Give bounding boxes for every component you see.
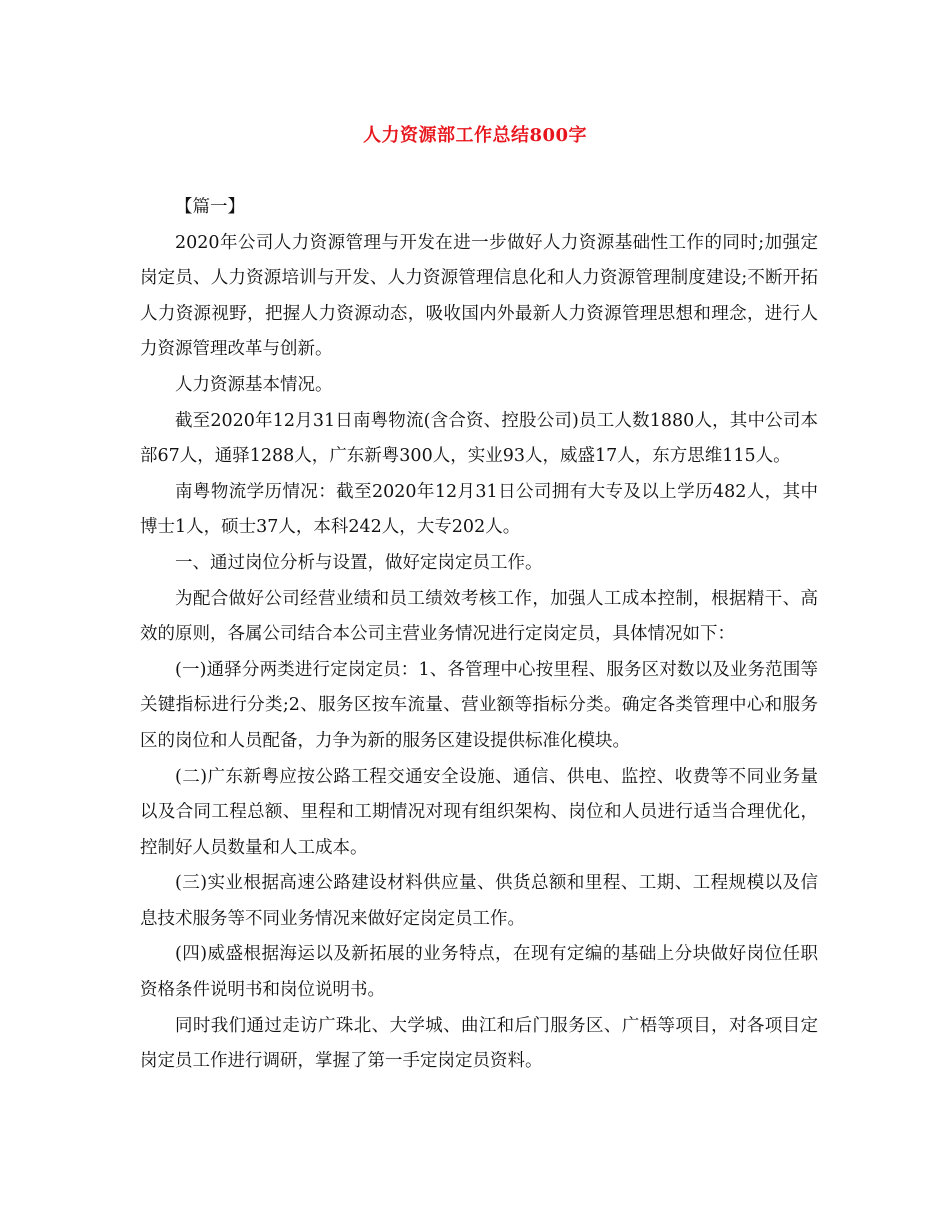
paragraph-intro: 2020年公司人力资源管理与开发在进一步做好人力资源基础性工作的同时;加强定岗定员、人力资源培训与开发、人力资源管理信息化和人力资源管理制度建设;不断开拓人力资源视野，把握人力资源动态，吸收国内外最新人力资源管理思想和理念，进行人力资源管理改革与创新。 (140, 232, 818, 360)
paragraph-section-one-heading: 一、通过岗位分析与设置，做好定岗定员工作。 (175, 552, 543, 573)
paragraph-staffing-principle: 为配合做好公司经营业绩和员工绩效考核工作，加强人工成本控制，根据精干、高效的原则，各属公司结合本公司主营业务情况进行定岗定员，具体情况如下： (140, 588, 818, 645)
paragraph-item-three: (三)实业根据高速公路建设材料供应量、供货总额和里程、工期、工程规模以及信息技术服务等不同业务情况来做好定岗定员工作。 (140, 873, 818, 929)
paragraph-staff-numbers: 截至2020年12月31日南粤物流(含合资、控股公司)员工人数1880人，其中公司本部67人，通驿1288人，广东新粤300人，实业93人，威盛17人，东方思维115人。 (140, 410, 818, 467)
paragraph-item-four: (四)威盛根据海运以及新拓展的业务特点，在现有定编的基础上分块做好岗位任职资格条件说明书和岗位说明书。 (140, 944, 818, 1001)
paragraph-basic-situation-heading: 人力资源基本情况。 (175, 374, 333, 395)
document-body (140, 190, 818, 1080)
document-title: 人力资源部工作总结800字 (362, 125, 588, 146)
section-heading-part-one: 【篇一】 (175, 197, 245, 217)
paragraph-item-two: (二)广东新粤应按公路工程交通安全设施、通信、供电、监控、收费等不同业务量以及合同工程总额、里程和工期情况对现有组织架构、岗位和人员进行适当合理优化，控制好人员数量和人工成本。 (140, 766, 818, 858)
paragraph-research: 同时我们通过走访广珠北、大学城、曲江和后门服务区、广梧等项目，对各项目定岗定员工作进行调研，掌握了第一手定岗定员资料。 (140, 1015, 818, 1072)
paragraph-item-one: (一)通驿分两类进行定岗定员：1、各管理中心按里程、服务区对数以及业务范围等关键指标进行分类;2、服务区按车流量、营业额等指标分类。确定各类管理中心和服务区的岗位和人员配备，力争为新的服务区建设提供标准化模块。 (140, 659, 818, 751)
paragraph-education: 南粤物流学历情况：截至2020年12月31日公司拥有大专及以上学历482人，其中博士1人，硕士37人，本科242人，大专202人。 (140, 481, 818, 538)
